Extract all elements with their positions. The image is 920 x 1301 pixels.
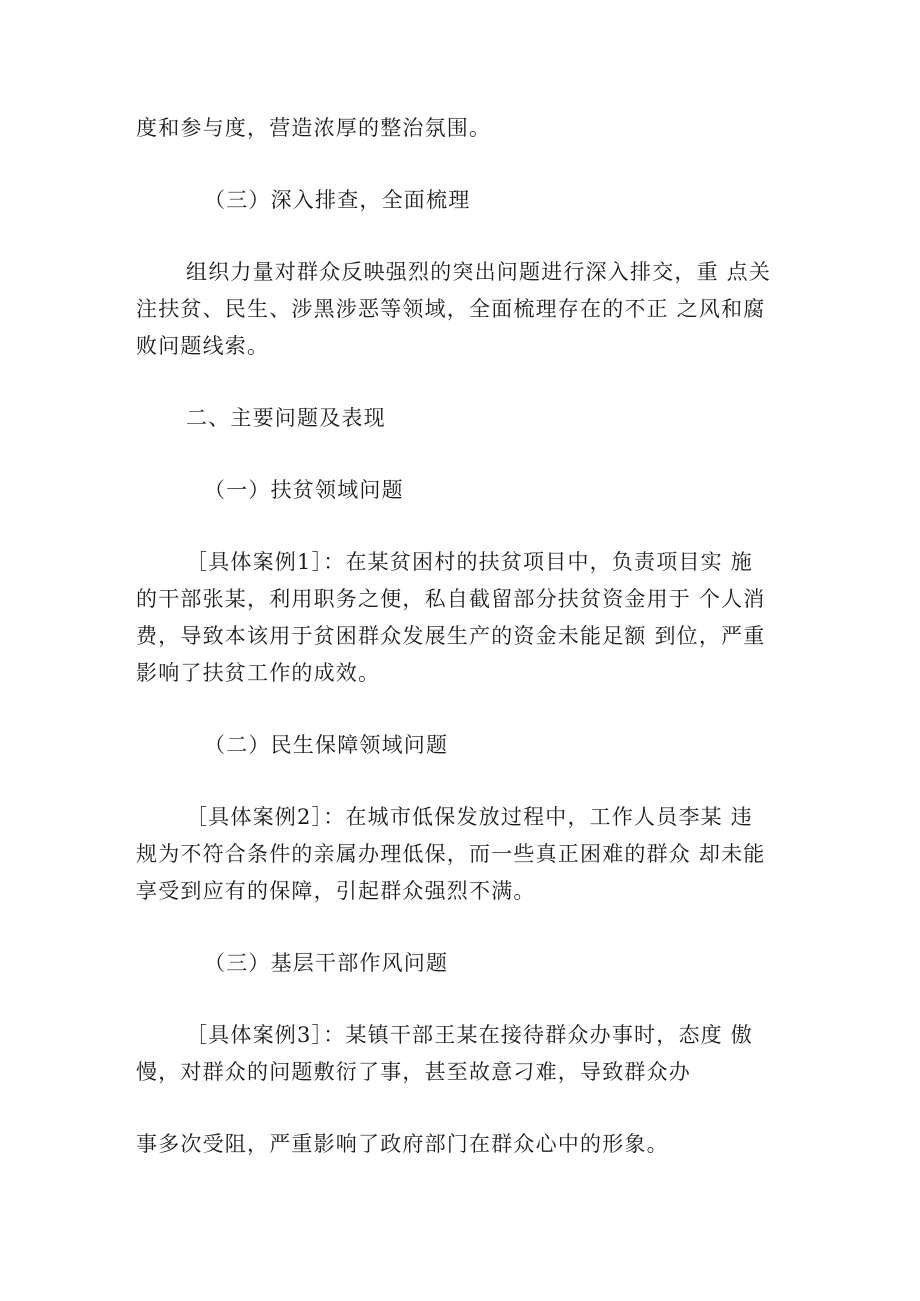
case-2-line: 享受到应有的保障，引起群众强烈不满。 (136, 879, 536, 903)
paragraph-line: 注扶贫、民生、涉黑涉恶等领域，全面梳理存在的不正 之风和腐 (136, 297, 766, 321)
case-3-line: 慢，对群众的问题敷衍了事，甚至故意刁难，导致群众办 (136, 1060, 691, 1084)
subheading-poverty-alleviation: （一）扶贫领域问题 (204, 478, 404, 502)
subheading-cadre-conduct: （三）基层干部作风问题 (204, 951, 449, 975)
case-1-line: 费，导致本该用于贫困群众发展生产的资金未能足额 到位，严重 (136, 624, 766, 648)
case-1-line: 的干部张某，利用职务之便，私自截留部分扶贫资金用于 个人消 (136, 587, 766, 611)
paragraph-line: 组织力量对群众反映强烈的突出问题进行深入排交，重 点关 (186, 260, 772, 284)
subheading-livelihood: （二）民生保障领域问题 (204, 733, 449, 757)
case-2-line: ［具体案例2］：在城市低保发放过程中，工作人员李某 违 (186, 805, 753, 829)
case-2-line: 规为不符合条件的亲属办理低保，而一些真正困难的群众 却未能 (136, 842, 766, 866)
paragraph-continuation: 度和参与度，营造浓厚的整治氛围。 (136, 116, 492, 140)
case-1-line: ［具体案例1］：在某贫困村的扶贫项目中，负责项目实 施 (186, 550, 753, 574)
section-heading-main-problems: 二、主要问题及表现 (186, 406, 386, 430)
paragraph-line: 败问题线索。 (136, 334, 270, 358)
subheading-in-depth-investigation: （三）深入排查，全面梳理 (204, 188, 471, 212)
case-3-line: ［具体案例3］：某镇干部王某在接待群众办事时，态度 傲 (186, 1023, 753, 1047)
case-1-line: 影响了扶贫工作的成效。 (136, 661, 381, 685)
case-3-line: 事多次受阻，严重影响了政府部门在群众心中的形象。 (136, 1132, 669, 1156)
